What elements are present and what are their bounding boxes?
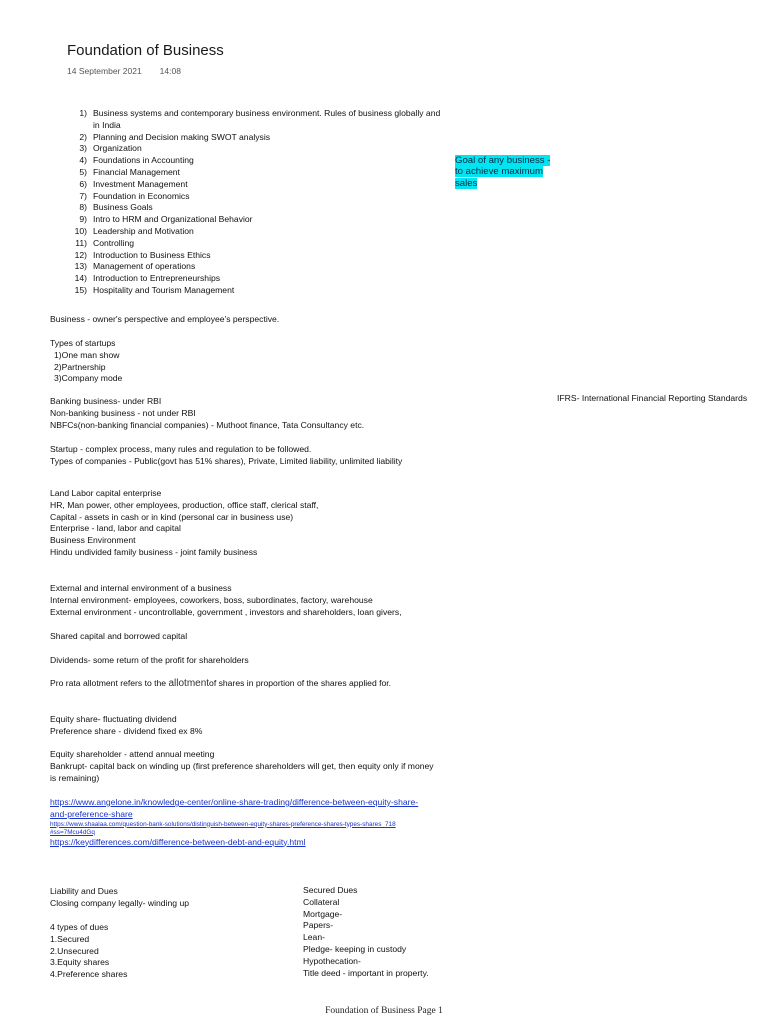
- note-text: Banking business- under RBI: [50, 396, 162, 406]
- note-text: Bankrupt- capital back on winding up (first preference shareholders will get, then equity only if money: [50, 760, 434, 771]
- environment-notes: [50, 583, 402, 618]
- banking-notes: [50, 396, 364, 431]
- reference-link[interactable]: https://www.shaalaa.com/question-bank-solutions/distinguish-between-equity-shares-preference-shares-types-shares_718: [50, 820, 396, 828]
- callout-line: to achieve maximum: [455, 166, 543, 178]
- note-text-emphasis: allotment: [168, 678, 210, 689]
- page-title: Foundation of Business: [67, 42, 224, 59]
- note-text: Pledge- keeping in custody: [303, 943, 407, 954]
- note-text: Non-banking business - not under RBI: [50, 407, 196, 418]
- note-text: Mortgage-: [303, 908, 343, 919]
- note-text: 3.Equity shares: [50, 957, 110, 968]
- note-text: Business Environment: [50, 535, 136, 546]
- note-text: Dividends- some return of the profit for shareholders: [50, 655, 249, 665]
- list-item: 14) Introduction to Entrepreneurships: [74, 273, 221, 284]
- note-text: External environment - uncontrollable, government , investors and shareholders, loan givers,: [50, 606, 402, 617]
- share-types-notes: [50, 714, 202, 738]
- note-text: Hindu undivided family business - joint family business: [50, 546, 258, 557]
- note-text: Closing company legally- winding up: [50, 897, 190, 908]
- startup-types: [50, 338, 122, 385]
- note-text: Capital - assets in cash or in kind (personal car in business use): [50, 511, 294, 522]
- prorata-note: [50, 678, 391, 690]
- page-time: 14:08: [159, 66, 181, 76]
- note-text: Title deed - important in property.: [303, 967, 429, 978]
- note-text: 4 types of dues: [50, 922, 109, 932]
- note-text: Pro rata allotment refers to the: [50, 678, 167, 688]
- list-item: 13) Management of operations: [74, 261, 196, 272]
- note-text: Collateral: [303, 896, 340, 907]
- reference-link[interactable]: and-preference-share: [50, 808, 133, 819]
- note-text: Preference share - dividend fixed ex 8%: [50, 725, 203, 736]
- list-item: 9) Intro to HRM and Organizational Behavior: [79, 214, 253, 225]
- note-text: Business - owner's perspective and employee's perspective.: [50, 314, 280, 324]
- note-text: 2)Partnership: [54, 361, 106, 372]
- note-text: of shares in proportion of the shares applied for.: [209, 678, 392, 688]
- list-item: 4) Foundations in Accounting: [79, 155, 194, 166]
- list-item: 1) Business systems and contemporary business environment. Rules of business globally and in India: [79, 108, 441, 130]
- note-text: 1)One man show: [54, 349, 120, 360]
- reference-link[interactable]: https://keydifferences.com/difference-between-debt-and-equity.html: [50, 836, 306, 847]
- topics-list: [70, 108, 440, 297]
- factors-notes: [50, 488, 318, 559]
- reference-link[interactable]: https://www.angelone.in/knowledge-center/online-share-trading/difference-between-equity-share-: [50, 797, 419, 807]
- note-text: 1.Secured: [50, 933, 90, 944]
- callout-line: sales: [455, 177, 478, 189]
- reference-link[interactable]: #ss=7Mcu4dGq: [50, 828, 95, 836]
- note-text: NBFCs(non-banking financial companies) - Muthoot finance, Tata Consultancy etc.: [50, 419, 365, 430]
- shareholder-notes: [50, 749, 434, 784]
- list-item: 2) Planning and Decision making SWOT analysis: [79, 131, 271, 142]
- note-text: Types of companies - Public(govt has 51% shares), Private, Limited liability, unlimited liability: [50, 455, 403, 466]
- note-text: 4.Preference shares: [50, 969, 128, 980]
- page-footer: Foundation of Business Page 1: [325, 1006, 443, 1016]
- note-text: HR, Man power, other employees, production, office staff, clerical staff,: [50, 499, 319, 510]
- list-item: 10) Leadership and Motivation: [74, 225, 194, 236]
- note-text: is remaining): [50, 772, 100, 783]
- note-text: Land Labor capital enterprise: [50, 488, 162, 498]
- note-text: 2.Unsecured: [50, 945, 99, 956]
- note-text: Equity shareholder - attend annual meeting: [50, 749, 215, 759]
- page-timestamp: [67, 66, 181, 76]
- highlighted-callout: [455, 155, 550, 189]
- note-text: Papers-: [303, 920, 334, 931]
- note-text: 3)Company mode: [54, 373, 123, 384]
- note-text: Secured Dues: [303, 885, 358, 895]
- note-text: Internal environment- employees, coworkers, boss, subordinates, factory, warehouse: [50, 594, 373, 605]
- note-text: External and internal environment of a business: [50, 583, 232, 593]
- list-item: 6) Investment Management: [79, 178, 188, 189]
- callout-line: Goal of any business -: [455, 155, 551, 166]
- note-text: Hypothecation-: [303, 955, 361, 966]
- list-item: 11) Controlling: [75, 237, 135, 248]
- dues-types: [50, 922, 127, 981]
- note-text: Equity share- fluctuating dividend: [50, 714, 177, 724]
- note-text: Liability and Dues: [50, 886, 118, 896]
- liability-notes: [50, 886, 189, 910]
- page-date: 14 September 2021: [67, 66, 142, 76]
- list-item: 5) Financial Management: [79, 166, 180, 177]
- note-text: Startup - complex process, many rules and regulation to be followed.: [50, 444, 312, 454]
- reference-links: [50, 797, 418, 848]
- list-item: 12) Introduction to Business Ethics: [74, 249, 211, 260]
- note-text: Types of startups: [50, 338, 116, 348]
- note-text: Enterprise - land, labor and capital: [50, 523, 181, 534]
- startup-notes: [50, 444, 402, 468]
- ifrs-note: IFRS- International Financial Reporting Standards: [557, 393, 748, 403]
- note-text: Lean-: [303, 932, 325, 943]
- note-text: Shared capital and borrowed capital: [50, 631, 188, 641]
- list-item: 3) Organization: [79, 143, 142, 154]
- list-item: 7) Foundation in Economics: [79, 190, 190, 201]
- list-item: 15) Hospitality and Tourism Management: [74, 284, 235, 295]
- list-item: 8) Business Goals: [79, 202, 153, 213]
- secured-dues: [303, 885, 429, 979]
